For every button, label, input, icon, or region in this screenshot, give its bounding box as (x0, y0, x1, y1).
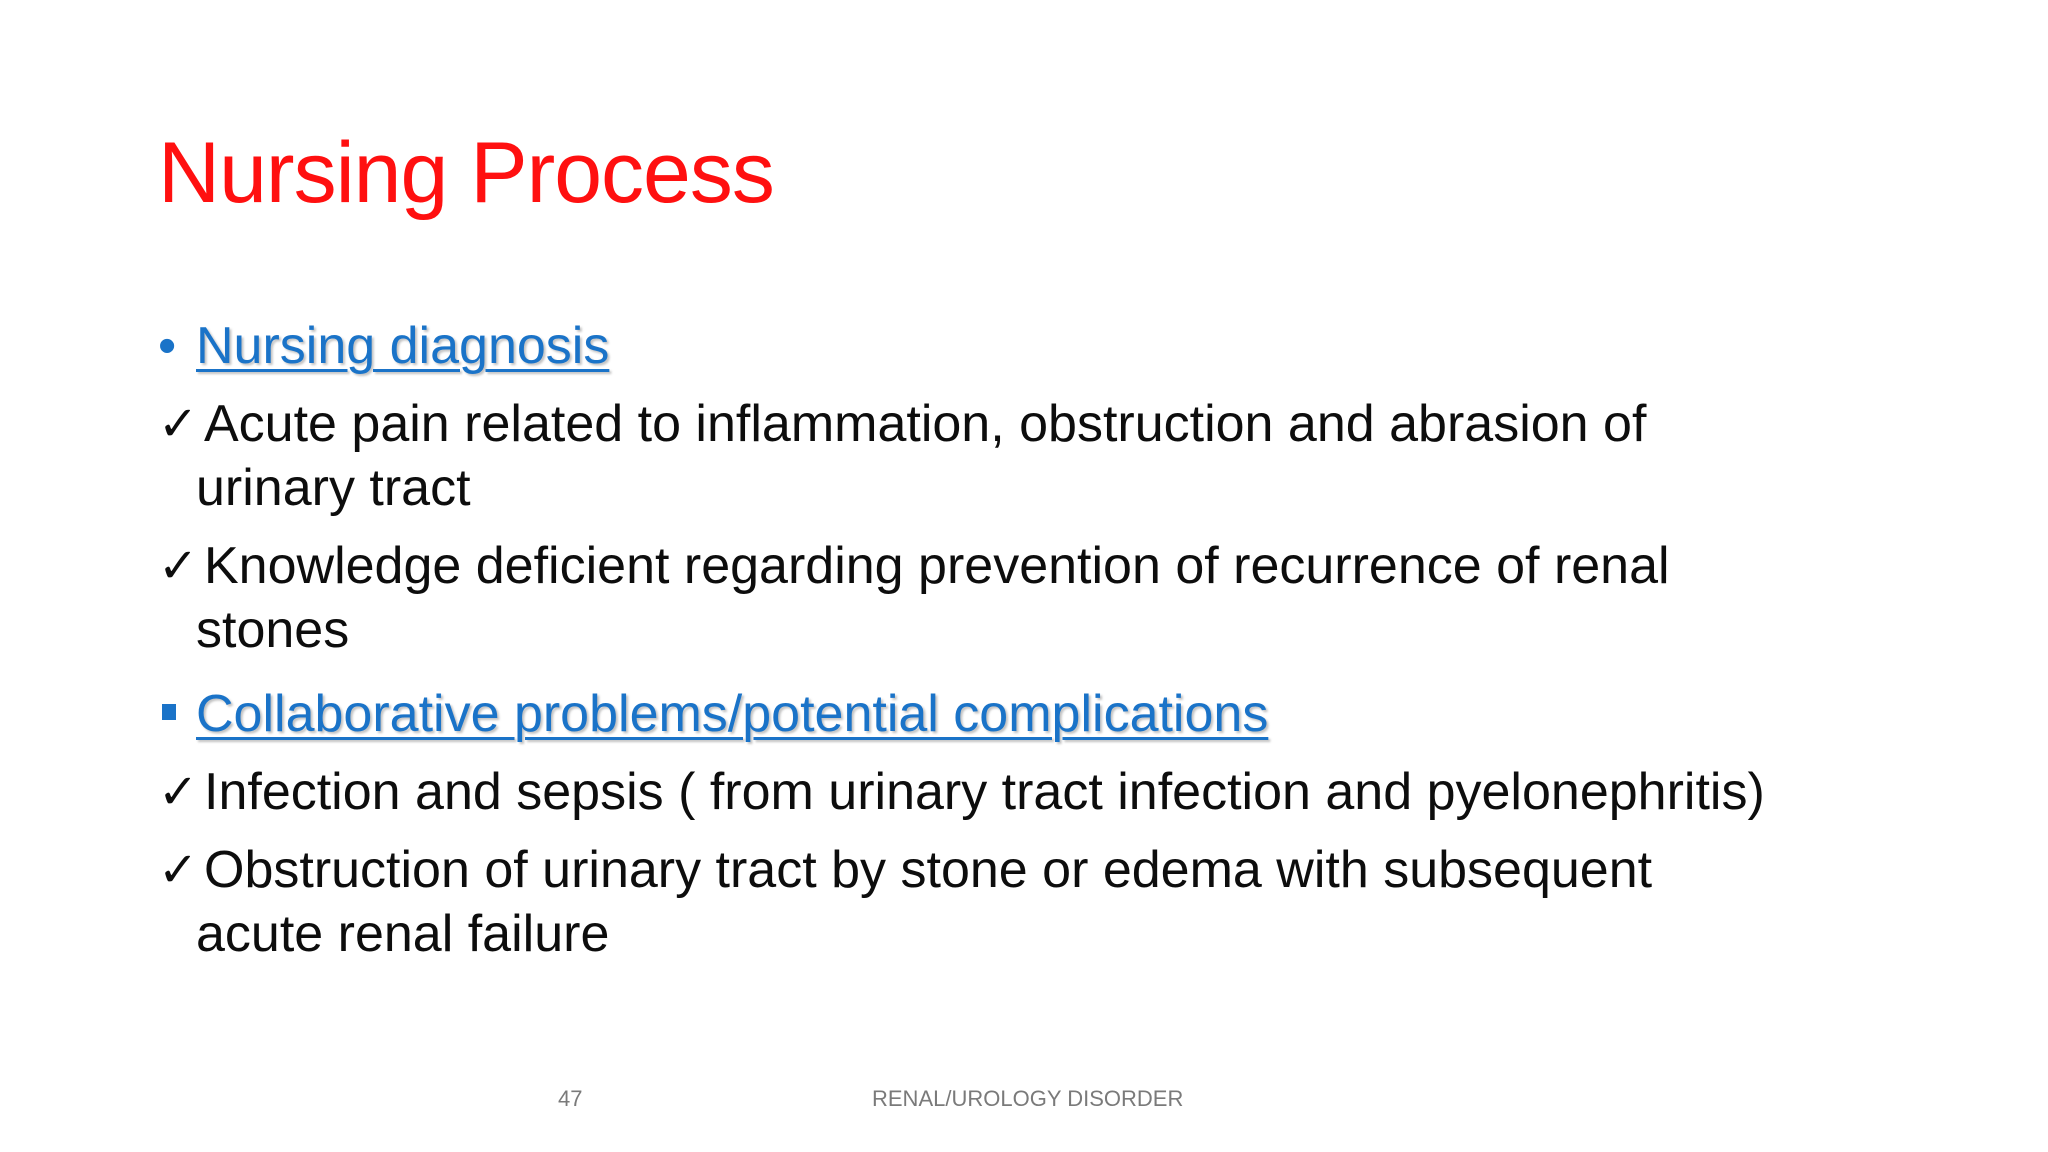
heading-link-collaborative-problems[interactable]: Collaborative problems/potential complications (196, 685, 1269, 743)
square-bullet-icon (162, 704, 176, 720)
list-item-text-continued: stones (196, 601, 350, 659)
checkmark-icon: ✓ (158, 842, 199, 898)
section-heading-collaborative-problems (158, 676, 1998, 752)
section-heading-nursing-diagnosis (158, 308, 1998, 384)
list-item-text-continued: urinary tract (196, 459, 471, 517)
list-item-text-continued: acute renal failure (196, 905, 610, 963)
list-item-text: Infection and sepsis ( from urinary tract infection and pyelonephritis) (204, 763, 1765, 821)
footer-text: RENAL/UROLOGY DISORDER (872, 1086, 1184, 1111)
slide-title: Nursing Process (158, 125, 774, 221)
list-item-text: Knowledge deficient regarding prevention of recurrence of renal (204, 537, 1670, 595)
list-item (158, 838, 1998, 966)
heading-link-nursing-diagnosis[interactable]: Nursing diagnosis (196, 317, 610, 375)
slide-body (158, 308, 1998, 980)
list-item-text: Obstruction of urinary tract by stone or edema with subsequent (204, 841, 1653, 899)
checkmark-icon: ✓ (158, 764, 199, 820)
round-bullet-icon: • (158, 317, 177, 375)
list-item (158, 760, 1998, 824)
checkmark-icon: ✓ (158, 538, 199, 594)
list-item (158, 534, 1998, 662)
list-item-text: Acute pain related to inflammation, obstruction and abrasion of (204, 395, 1647, 453)
checkmark-icon: ✓ (158, 396, 199, 452)
list-item (158, 392, 1998, 520)
page-number: 47 (558, 1086, 583, 1111)
